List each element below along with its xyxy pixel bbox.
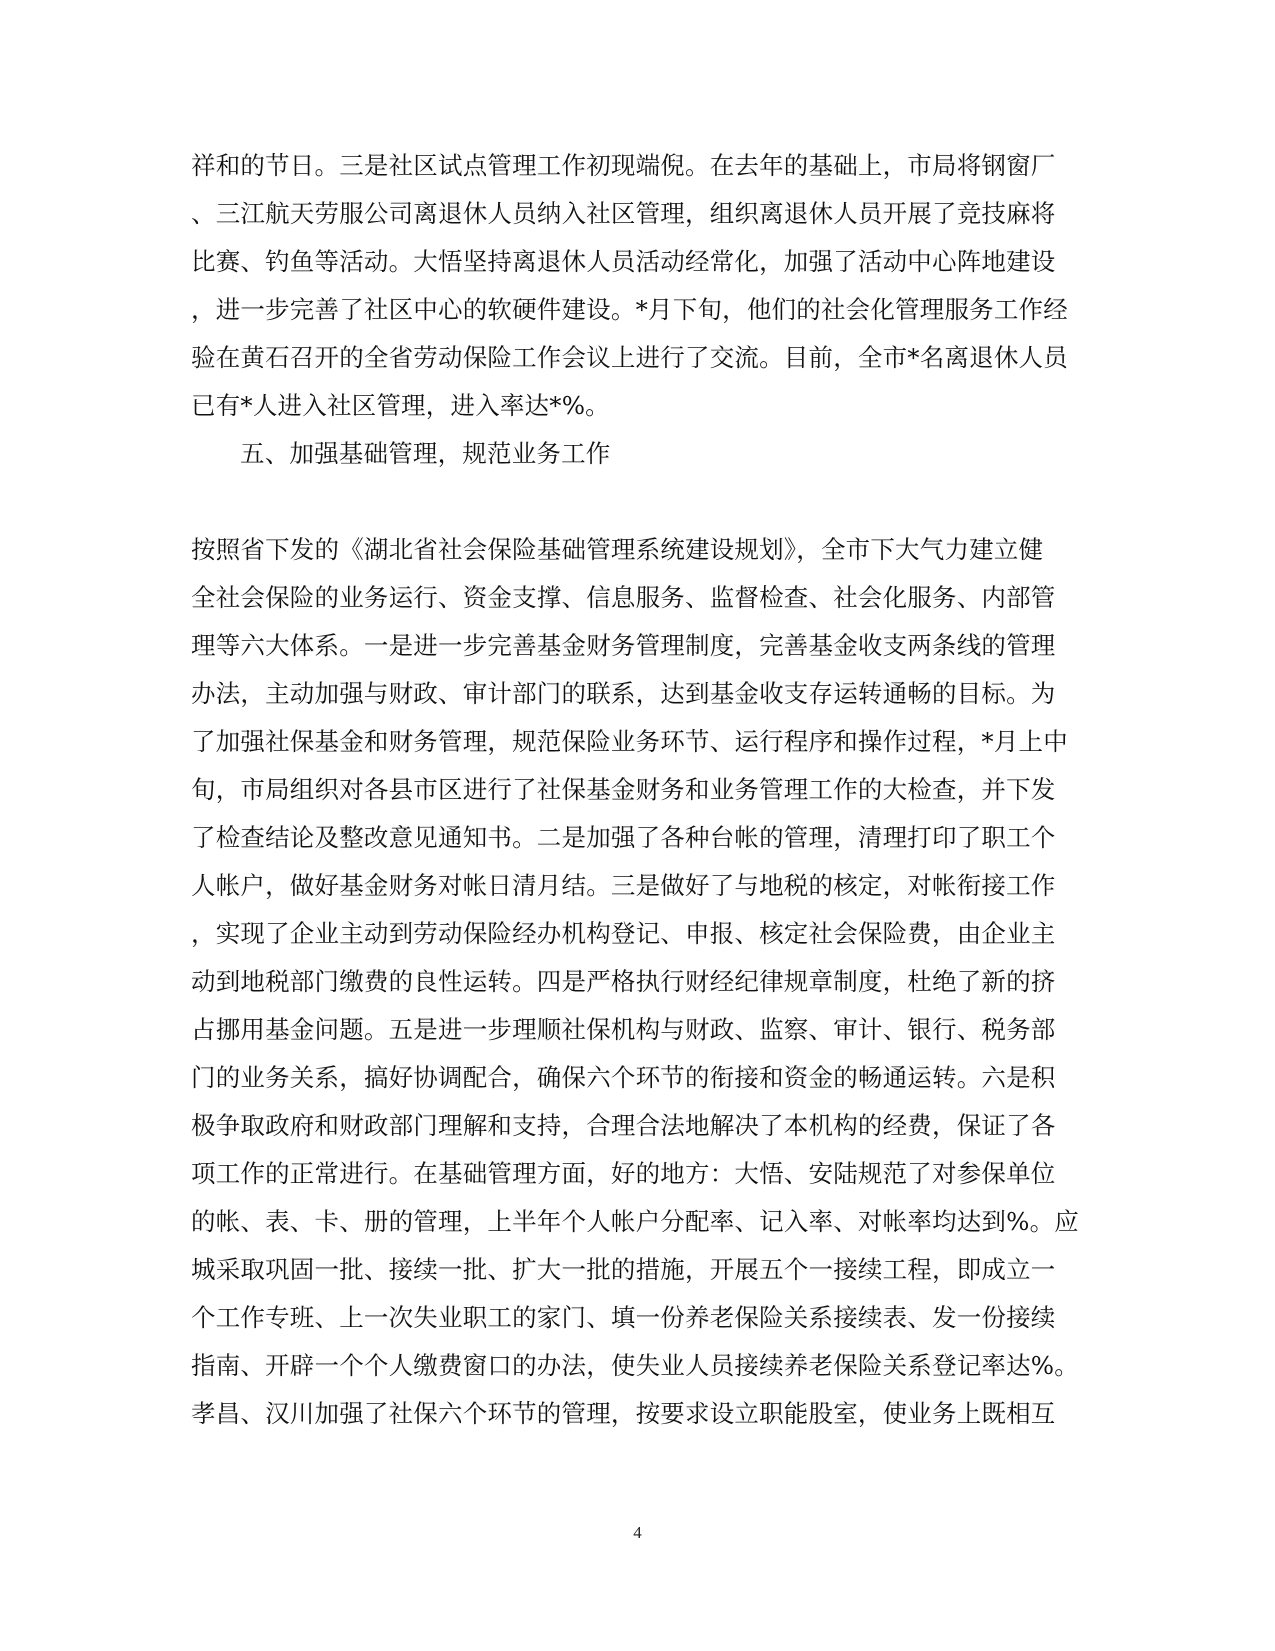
body-text-line: 极争取政府和财政部门理解和支持，合理合法地解决了本机构的经费，保证了各	[191, 1111, 1056, 1140]
body-text-line: 的帐、表、卡、册的管理，上半年个人帐户分配率、记入率、对帐率均达到%。应	[191, 1207, 1079, 1236]
body-text-line: 了检查结论及整改意见通知书。二是加强了各种台帐的管理，清理打印了职工个	[191, 823, 1056, 852]
section-heading: 五、加强基础管理，规范业务工作	[240, 439, 611, 468]
body-text-line: 验在黄石召开的全省劳动保险工作会议上进行了交流。目前，全市*名离退休人员	[191, 343, 1068, 372]
body-text-line: 、三江航天劳服公司离退休人员纳入社区管理，组织离退休人员开展了竞技麻将	[191, 199, 1056, 228]
body-text-line: 全社会保险的业务运行、资金支撑、信息服务、监督检查、社会化服务、内部管	[191, 583, 1056, 612]
page-number: 4	[633, 1523, 642, 1542]
body-text-line: 比赛、钓鱼等活动。大悟坚持离退休人员活动经常化，加强了活动中心阵地建设	[191, 247, 1056, 276]
body-text-line: 指南、开辟一个个人缴费窗口的办法，使失业人员接续养老保险关系登记率达%。	[191, 1351, 1079, 1380]
body-text-line: 旬，市局组织对各县市区进行了社保基金财务和业务管理工作的大检查，并下发	[191, 775, 1056, 804]
body-text-line: 已有*人进入社区管理，进入率达*%。	[191, 391, 610, 420]
body-text-line: 占挪用基金问题。五是进一步理顺社保机构与财政、监察、审计、银行、税务部	[191, 1015, 1056, 1044]
body-text-line: 个工作专班、上一次失业职工的家门、填一份养老保险关系接续表、发一份接续	[191, 1303, 1056, 1332]
body-text-line: ，实现了企业主动到劳动保险经办机构登记、申报、核定社会保险费，由企业主	[191, 919, 1056, 948]
body-text-line: 理等六大体系。一是进一步完善基金财务管理制度，完善基金收支两条线的管理	[191, 631, 1056, 660]
body-text-line: 人帐户，做好基金财务对帐日清月结。三是做好了与地税的核定，对帐衔接工作	[191, 871, 1056, 900]
body-text-line: 门的业务关系，搞好协调配合，确保六个环节的衔接和资金的畅通运转。六是积	[191, 1063, 1056, 1092]
body-text-line: 了加强社保基金和财务管理，规范保险业务环节、运行程序和操作过程，*月上中	[191, 727, 1068, 756]
body-text-line: 动到地税部门缴费的良性运转。四是严格执行财经纪律规章制度，杜绝了新的挤	[191, 967, 1056, 996]
body-text-line: 办法，主动加强与财政、审计部门的联系，达到基金收支存运转通畅的目标。为	[191, 679, 1056, 708]
body-text-line: ，进一步完善了社区中心的软硬件建设。*月下旬，他们的社会化管理服务工作经	[191, 295, 1068, 324]
body-text-line: 城采取巩固一批、接续一批、扩大一批的措施，开展五个一接续工程，即成立一	[191, 1255, 1056, 1284]
body-text-line: 按照省下发的《湖北省社会保险基础管理系统建设规划》，全市下大气力建立健	[191, 535, 1044, 564]
body-text-line: 项工作的正常进行。在基础管理方面，好的地方：大悟、安陆规范了对参保单位	[191, 1159, 1056, 1188]
body-text-line: 孝昌、汉川加强了社保六个环节的管理，按要求设立职能股室，使业务上既相互	[191, 1399, 1056, 1428]
body-text-line: 祥和的节日。三是社区试点管理工作初现端倪。在去年的基础上，市局将钢窗厂	[191, 151, 1056, 180]
